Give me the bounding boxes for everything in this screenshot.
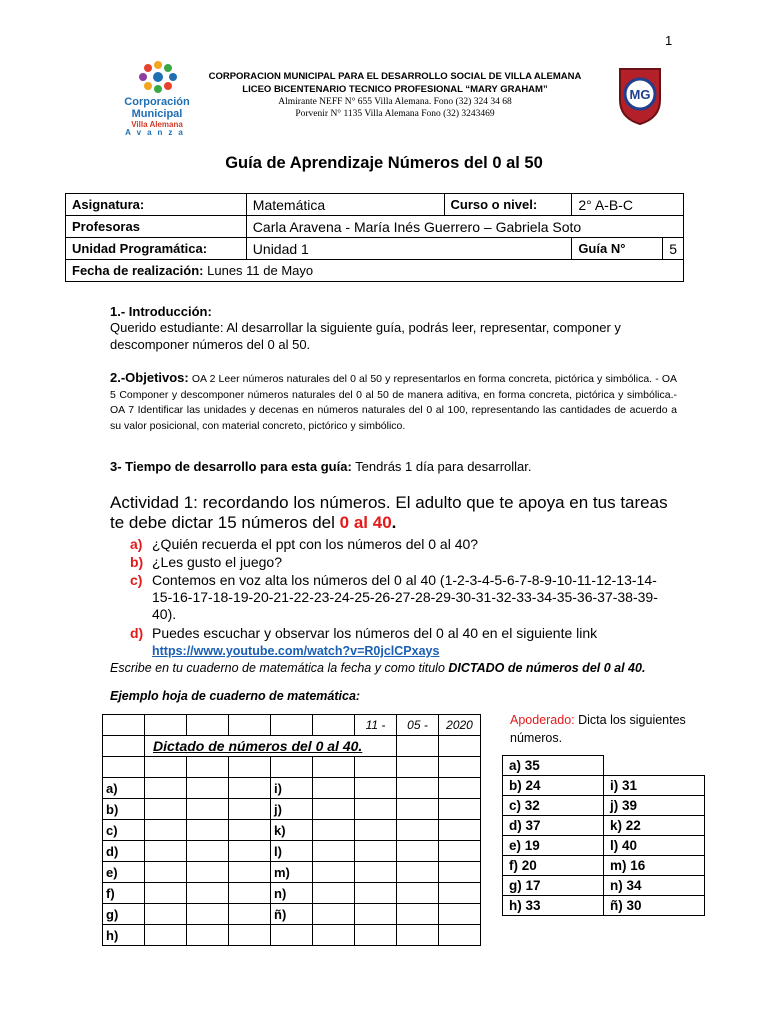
row-label: l) (271, 841, 313, 862)
table-row (503, 796, 705, 816)
table-row (503, 776, 705, 796)
table-row (503, 876, 705, 896)
example-label: Ejemplo hoja de cuaderno de matemática: (110, 689, 361, 703)
table-row (103, 925, 481, 946)
number-cell: c) 32 (503, 796, 604, 816)
list-item (130, 554, 675, 571)
intro-heading: 1.- Introducción: (110, 304, 212, 319)
objetivos-heading: 2.-Objetivos: (110, 370, 189, 385)
profesoras-value: Carla Aravena - María Inés Guerrero – Gabriela Soto (246, 216, 683, 238)
row-label: g) (103, 904, 145, 925)
number-cell: ñ) 30 (604, 896, 705, 916)
row-label: h) (103, 925, 145, 946)
number-cell: d) 37 (503, 816, 604, 836)
curso-label: Curso o nivel: (444, 194, 572, 216)
date-day: 11 - (355, 715, 397, 736)
number-cell: i) 31 (604, 776, 705, 796)
curso-value: 2° A-B-C (572, 194, 684, 216)
note-text: Escribe en tu cuaderno de matemática la fecha y como titulo (110, 661, 449, 675)
dictation-numbers-table (502, 755, 705, 916)
youtube-link[interactable]: https://www.youtube.com/watch?v=R0jclCPxays (152, 644, 440, 658)
school-header (195, 70, 595, 120)
table-row (103, 820, 481, 841)
table-row (103, 778, 481, 799)
apoderado-instruction (510, 711, 730, 747)
actividad-highlight: 0 al 40 (339, 513, 392, 532)
people-circle-icon (118, 60, 196, 96)
page-title: Guía de Aprendizaje Números del 0 al 50 (225, 154, 543, 172)
header-line-3: Almirante NEFF N° 655 Villa Alemana. Fono (32) 324 34 68 (278, 97, 512, 107)
cuaderno-table (102, 714, 481, 946)
row-label: b) (103, 799, 145, 820)
number-cell: k) 22 (604, 816, 705, 836)
guia-label: Guía N° (572, 238, 663, 260)
item-marker: b) (130, 554, 144, 570)
table-row (503, 756, 705, 776)
number-cell: l) 40 (604, 836, 705, 856)
header-line-4: Porvenir N° 1135 Villa Alemana Fono (32) 3243469 (295, 109, 495, 119)
row-label: c) (103, 820, 145, 841)
instruction-note (110, 661, 645, 675)
logo-line-1: Corporación (124, 96, 190, 108)
number-cell: h) 33 (503, 896, 604, 916)
list-item (130, 572, 675, 623)
asignatura-label: Asignatura: (66, 194, 247, 216)
list-item (130, 625, 675, 660)
cuaderno-title: Dictado de números del 0 al 40. (145, 736, 397, 757)
row-label: j) (271, 799, 313, 820)
table-row (103, 904, 481, 925)
row-label: m) (271, 862, 313, 883)
objetivos (110, 370, 677, 434)
row-label: a) (103, 778, 145, 799)
table-row (503, 816, 705, 836)
intro-text: Querido estudiante: Al desarrollar la siguiente guía, podrás leer, representar, componer y descomponer números del 0 al 50. (110, 320, 621, 352)
header-line-2: LICEO BICENTENARIO TECNICO PROFESIONAL “MARY GRAHAM” (242, 84, 548, 95)
number-cell: m) 16 (604, 856, 705, 876)
apoderado-text: Dicta los siguientes números. (510, 713, 686, 745)
fecha-row (66, 260, 684, 282)
item-text: ¿Quién recuerda el ppt con los números del 0 al 40? (152, 536, 479, 552)
tiempo-heading: 3- Tiempo de desarrollo para esta guía: (110, 459, 352, 474)
table-row (103, 841, 481, 862)
row-label: e) (103, 862, 145, 883)
table-row (103, 862, 481, 883)
profesoras-label: Profesoras (66, 216, 247, 238)
number-cell: j) 39 (604, 796, 705, 816)
row-label: d) (103, 841, 145, 862)
actividad-heading (110, 493, 680, 533)
unidad-label: Unidad Programática: (66, 238, 247, 260)
row-label: k) (271, 820, 313, 841)
fecha-label: Fecha de realización: (72, 263, 204, 278)
item-marker: c) (130, 572, 143, 588)
logo-line-4: Avanza (125, 128, 189, 137)
mary-graham-shield-icon (617, 66, 663, 126)
number-cell: b) 24 (503, 776, 604, 796)
corporacion-logo (118, 60, 196, 136)
number-cell: g) 17 (503, 876, 604, 896)
unidad-value: Unidad 1 (246, 238, 572, 260)
objetivos-text: OA 2 Leer números naturales del 0 al 50 y representarlos en forma concreta, pictórica y simbólica. - OA 5 Componer y descomponer números naturales del 0 al 50 de manera aditiva, en forma concreta, pictórica y simbólica.- OA 7 Identificar las unidades y decenas en números naturales del 0 al 100, representando las cantidades de acuerdo a su valor posicional, con material concreto, pictórico y simbólico. (110, 373, 677, 432)
tiempo-text: Tendrás 1 día para desarrollar. (355, 459, 532, 474)
number-cell: n) 34 (604, 876, 705, 896)
logo-line-2: Municipal (131, 108, 183, 120)
row-label: n) (271, 883, 313, 904)
row-label: ñ) (271, 904, 313, 925)
tiempo (110, 459, 532, 474)
table-row (103, 883, 481, 904)
header-line-1: CORPORACION MUNICIPAL PARA EL DESARROLLO SOCIAL DE VILLA ALEMANA (208, 71, 582, 82)
item-marker: a) (130, 536, 143, 552)
number-cell: a) 35 (503, 756, 604, 776)
row-label: i) (271, 778, 313, 799)
logo-line-3: Villa Alemana (131, 120, 183, 129)
table-row (103, 799, 481, 820)
number-cell (604, 756, 705, 776)
table-row (503, 836, 705, 856)
actividad-text: Actividad 1: recordando los números. El adulto que te apoya en tus tareas te debe dictar 15 números del (110, 493, 668, 532)
date-year: 2020 (439, 715, 481, 736)
fecha-value: Lunes 11 de Mayo (207, 263, 314, 278)
asignatura-value: Matemática (246, 194, 444, 216)
date-month: 05 - (397, 715, 439, 736)
apoderado-label: Apoderado: (510, 713, 575, 727)
row-label: f) (103, 883, 145, 904)
item-marker: d) (130, 625, 144, 641)
info-table (65, 193, 684, 282)
number-cell: f) 20 (503, 856, 604, 876)
actividad-end: . (391, 513, 397, 532)
item-text: ¿Les gusto el juego? (152, 554, 282, 570)
item-text: Contemos en voz alta los números del 0 al 40 (1-2-3-4-5-6-7-8-9-10-11-12-13-14-15-16-17-18-19-20-21-22-23-24-25-26-27-28-29-30-31-32-33-34-35-36-37-38-39-40). (152, 572, 658, 622)
number-cell: e) 19 (503, 836, 604, 856)
table-row (503, 896, 705, 916)
guia-value: 5 (663, 238, 684, 260)
table-row (503, 856, 705, 876)
item-text: Puedes escuchar y observar los números del 0 al 40 en el siguiente link (152, 625, 598, 641)
row-label (271, 925, 313, 946)
note-bold: DICTADO de números del 0 al 40. (448, 661, 646, 675)
page-number: 1 (665, 33, 673, 48)
shield-text: MG (629, 87, 651, 102)
list-item (130, 536, 675, 553)
